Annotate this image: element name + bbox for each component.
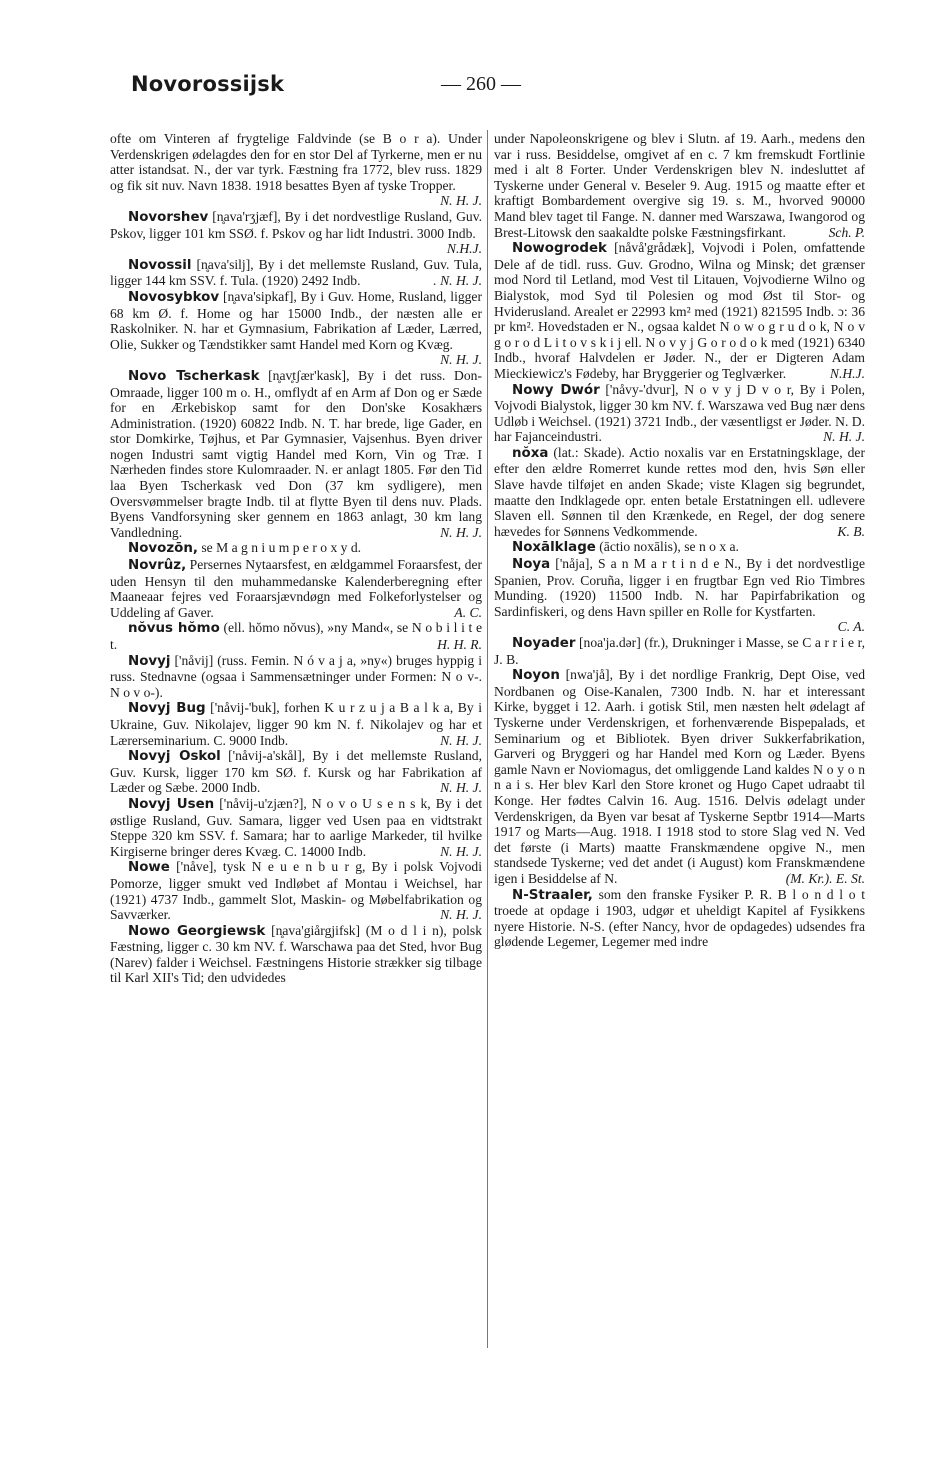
entry-signature: N. H. J. (440, 193, 482, 209)
dictionary-entry (494, 667, 865, 886)
dictionary-entry (494, 131, 865, 240)
entry-headword: Noyader (512, 636, 576, 651)
entry-headword: Novo Tscherkask (128, 368, 260, 384)
column-divider (487, 130, 488, 1348)
dictionary-entry (110, 700, 482, 748)
entry-text: [n̥ava'silj], By i det mellemste Rusland, Guv. Tula, ligger 144 km SSV. f. Tula. (1920) 2492 Indb. (110, 256, 482, 289)
entry-headword: Noyon (512, 668, 560, 684)
entry-text: ['nåvij] (russ. Femin. N ó v a j a, »ny«) bruges hyppig i russ. Stednavne (ogsaa i Sammensætninger under Formen: N o v-. N o v o-). (110, 652, 482, 700)
entry-text: (lat.: Skade). Actio noxalis var en Erstatningsklage, der efter den ældre Romerret kunde rettes mod den, hvis Søn eller Slave havde tilføjet en anden Skade; viste Klagen sig begrundet, maatte den Indklagede opr. enten betale Erstatningen ell. udlevere Slaven ell. Sønnen til den Krænkede, en Regel, der dog senere hævedes for Sønnens Vedkommende. (494, 444, 865, 539)
entry-headword: Nowogrodek (512, 241, 607, 257)
dictionary-entry (110, 209, 482, 257)
dictionary-entry (494, 445, 865, 540)
entry-signature: C. A. (837, 619, 865, 635)
entry-headword: nŏxa (512, 445, 549, 461)
entry-signature: N. H. J. (440, 780, 482, 796)
dictionary-entry (110, 257, 482, 289)
dictionary-entry (110, 796, 482, 859)
entry-headword: Novyj Oskol (128, 749, 221, 765)
entry-headword: Novrûz, (128, 558, 187, 574)
dictionary-entry (110, 131, 482, 209)
entry-text: som den franske Fysiker P. R. B l o n d l o t troede at opdage i 1903, udgør et uheldigt Kapitel af Fysikkens nyere Historie. N-S. (efter Nancy, hvor de opdagedes) udsendes fra glødende Legemer, Legemer med indre (494, 886, 865, 950)
left-column (110, 131, 482, 986)
entry-signature: H. H. R. (437, 637, 482, 652)
entry-headword: N-Straaler, (512, 887, 593, 903)
entry-text: ['nåvij-u'zjæn?], N o v o U s e n s k, By i det østlige Rusland, Guv. Samara, ligger ved Usen paa en vidtstrakt Steppe 320 km SSV. f. Samara; har to aarlige Markeder, til hvilke Kirgiserne bringer deres Kvæg. C. 14000 Indb. (110, 795, 482, 859)
entry-headword: Noya (512, 557, 551, 573)
entry-text: (ell. hŏmo nŏvus), »ny Mand«, se N o b i l i t e t. (110, 620, 482, 652)
entry-headword: nŏvus hŏmo (128, 621, 220, 637)
entry-signature: . N. H. J. (433, 273, 482, 289)
entry-signature: N. H. J. (440, 352, 482, 368)
entry-signature: N. H. J. (823, 429, 865, 445)
entry-signature: N. H. J. (440, 732, 482, 748)
entry-headword: Nowe (128, 860, 170, 876)
running-head-title: Novorossijsk (131, 72, 285, 96)
entry-headword: Novorshev (128, 209, 209, 225)
entry-signature: Sch. P. (828, 224, 865, 240)
entry-signature: N.H.J. (829, 365, 865, 381)
entry-headword: Novossil (128, 257, 192, 273)
dictionary-entry (110, 748, 482, 796)
entry-text: ['nåja], S a n M a r t i n d e N., By i det nordvestlige Spanien, Prov. Coruña, ligger i en frugtbar Egn ved Rio Timbres Munding. (1920) 11500 Indb. N. har Papirfabrikation og Sardinfiskeri, og dens Havn spiller en Rolle for Kystfarten. (494, 556, 865, 619)
dictionary-entry (110, 557, 482, 620)
dictionary-entry (494, 556, 865, 635)
entry-headword: Novyj Usen (128, 796, 215, 812)
entry-headword: Novyj (128, 653, 171, 669)
entry-text: [n̥ava'rʒjæf], By i det nordvestlige Rusland, Guv. Pskov, ligger 101 km SSØ. f. Pskov og har lidt Industri. 3000 Indb. (110, 208, 483, 241)
dictionary-entry (110, 923, 482, 986)
dictionary-entry (110, 289, 482, 368)
entry-text: Persernes Nytaarsfest, en ældgammel Foraarsfest, der uden Hensyn til den muhammedanske Kalenderberegning efter Maaneaar fejres ved Foraarsjævndøgn med Folkeforlystelser og Uddeling af Gaver. (110, 557, 483, 620)
entry-text: [n̥av̥tʃær'kask], By i det russ. Don-Omraade, ligger 100 m o. H., omflydt af en Arm af Don og er Sæde for en Ærkebiskop samt for den Don'ske Kosakhærs Administration. (1920) 60822 Indb. N. T. har brede, lige Gader, en stor Domkirke, Tøjhus, et Par Gymnasier, Vajsenhus. Byen driver nogen Industri samt vigtig Handel med Korn, Vin og Træ. I Nærheden findes store Kulomraader. N. er anlagt 1805. Før den Tid laa Byen Tscherkask ved Don (37 km sydligere), men Oversvømmelser bragte Indb. til at flytte Byen til dens nuv. Plads. Byens Vandforsyning sker gennem en 1863 anlagt, 30 km lang Vandledning. (110, 367, 482, 540)
entry-headword: Novyj Bug (128, 701, 206, 717)
entry-headword: Novosybkov (128, 289, 220, 305)
entry-signature: N.H.J. (446, 241, 482, 257)
entry-headword: Novozōn, (128, 541, 198, 557)
entry-text: ['nåvij-'buk], forhen K u r z u j a B a l k a, By i Ukraine, Guv. Nikolajev, ligger 90 km N. f. Nikolajev og har et Lærerseminarium. C. 9000 Indb. (110, 700, 482, 748)
dictionary-entry (110, 540, 482, 557)
dictionary-entry (494, 887, 865, 950)
entry-text: ['nåvij-a'skål], By i det mellemste Rusland, Guv. Kursk, ligger 170 km SØ. f. Kursk og har Fabrikation af Læder og Sæbe. 2000 Indb. (110, 748, 482, 796)
page-number: — 260 — (441, 73, 521, 95)
dictionary-entry (494, 539, 865, 556)
entry-text: under Napoleonskrigene og blev i Slutn. af 19. Aarh., medens den var i russ. Besiddelse, omgivet af en c. 7 km fremskudt Fortlinie med i alt 8 Forter. Under Verdenskrigen blev N. indesluttet af Tyskerne under General v. Beseler 9. Aug. 1915 og maatte efter et kraftigt Bombardement overgive sig 19. s. M., hvorved 90000 Mand blev taget til Fange. N. danner med Warszawa, Iwangorod og Brest-Litowsk den saakaldte polske Fæstningsfirkant. (494, 131, 865, 240)
dictionary-entry (110, 620, 482, 652)
entry-text: (āctio noxālis), se n o x a. (599, 539, 739, 555)
entry-text: ofte om Vinteren af frygtelige Faldvinde (se B o r a). Under Verdenskrigen ødelagdes den for en stor Del af Tyrkerne, men er nu atter istandsat. N., der var tyrk. Fæstning fra 1772, blev russ. 1829 og fik sit nuv. Navn 1838. 1918 besattes Byen af tyske Tropper. (110, 131, 482, 193)
entry-text: [nwa'jå], By i det nordlige Frankrig, Dept Oise, ved Nordbanen og Oise-Kanalen, 7300 Indb. N. har et interessant Kirke, bygget i 12. Aarh. i gotisk Stil, men næsten helt ødelagt af Tyskerne under Verdenskrigen, et forhenværende Bispepalads, et Seminarium og et Bibliotek. Byen driver Sukkerfabrikation, Garveri og Bryggeri og har Handel med Korn og Læder. Byens gamle Navn er Noviomagus, det omliggende Land kaldes N o y o n n a i s. Her blev Karl den Store kronet og Hugo Capet udraabt til Konge. Her fødtes Calvin 16. Aug. 1516. Delvis ødelagt under Verdenskrigen, da Byen var besat af Tyskerne Septbr 1914—Marts 1917 og Marts—Aug. 1918. I 1918 stod to store Slag ved N. Ved det første (i Marts) maatte Franskmændene opgive N., men standsede Tyskerne; ved det andet (i August) kom Franskmændene igen i Besiddelse af N. (494, 667, 865, 886)
entry-signature: N. H. J. (440, 524, 482, 540)
entry-headword: Nowo Georgiewsk (128, 923, 266, 939)
entry-text: [n̥ava'giårgjifsk] (M o d l i n), polsk Fæstning, ligger c. 30 km NV. f. Warschawa paa det Sted, hvor Bug (Narev) falder i Weichsel. Fæstningens Historie strækker sig tilbage til Karl XII's Tid; den udvidedes (110, 922, 482, 986)
entry-text: se M a g n i u m p e r o x y d. (201, 540, 362, 556)
entry-text: [nåvå'grådæk], Vojvodi i Polen, omfattende Dele af de tidl. russ. Guv. Grodno, Wilna og Minsk; det grænser mod Nord til Letland, mod Vest til Litauen, Vojvodierne Wilno og Bialystok, mod Syd til Polesien og mod Øst til Stor- og Hviderusland. Arealet er 22993 km² med (1921) 821595 Indb. ɔ: 36 pr km². Hovedstaden er N., ogsaa kaldet N o w o g r u d o k, N o v g o r o d L i t o v s k i j ell. N o v y j G o r o d o k med (1921) 6340 Indb., hvoraf Halvdelen er Jøder. N., der er Digteren Adam Mieckiewicz's Fødeby, har Bryggerier og Teglværker. (494, 240, 865, 381)
entry-text: [n̥ava'sipkaf], By i Guv. Home, Rusland, ligger 68 km Ø. f. Home og har 15000 Indb., der næsten alle er Raskolniker. N. har et Gymnasium, Fabrikation af Læder, Lærred, Olie, Sukker og Tændstikker samt Handel med Korn og Kvæg. (110, 288, 482, 352)
dictionary-entry (110, 368, 482, 541)
entry-text: [noa'ja.dər] (fr.), Drukninger i Masse, se C a r r i e r, J. B. (494, 635, 865, 667)
dictionary-entry (494, 240, 865, 381)
entry-headword: Nowy Dwór (512, 382, 600, 398)
entry-signature: (M. Kr.). E. St. (785, 870, 865, 886)
dictionary-entry (110, 859, 482, 922)
dictionary-entry (110, 653, 482, 701)
entry-signature: N. H. J. (440, 843, 482, 859)
entry-signature: K. B. (837, 523, 865, 539)
entry-signature: N. H. J. (440, 907, 482, 923)
dictionary-entry (494, 382, 865, 445)
dictionary-entry (494, 635, 865, 667)
entry-signature: A. C. (454, 604, 482, 620)
right-column (494, 131, 865, 950)
entry-text: ['nåvy-'dvur], N o v y j D v o r, By i Polen, Vojvodi Bialystok, ligger 30 km NV. f. Warszawa ved Bug nær dens Udløb i Weichsel. (1921) 3721 Indb., der væsentligst er Jøder. N. D. har Fajanceindustri. (494, 381, 865, 445)
entry-headword: Noxālklage (512, 540, 596, 556)
entry-text: ['nåve], tysk N e u e n b u r g, By i polsk Vojvodi Pomorze, ligger smukt ved Indløbet af Montau i Weichsel, har (1921) 4737 Indb., gammelt Slot, Maskin- og Møbelfabrikation og Savværker. (110, 859, 482, 923)
